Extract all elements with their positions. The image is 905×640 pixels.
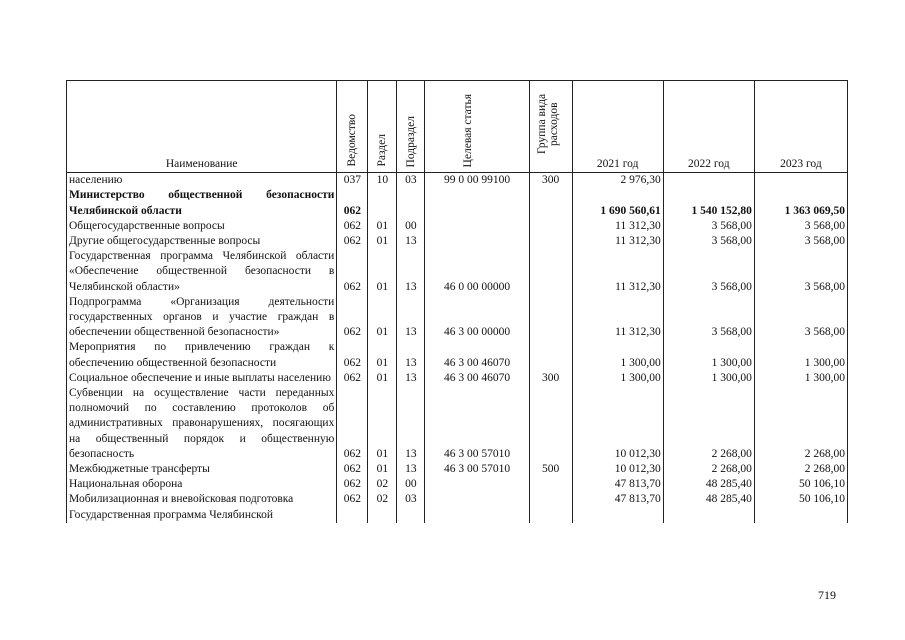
row-value-2023: 1 300,00 — [754, 340, 847, 370]
row-value-2022: 1 540 152,80 — [663, 188, 754, 218]
row-vedomstvo: 062 — [337, 477, 368, 492]
row-name: Другие общегосударственные вопросы — [67, 234, 337, 249]
row-podrazdel: 13 — [397, 371, 425, 386]
row-value-2021: 1 690 560,61 — [572, 188, 663, 218]
table-row — [67, 492, 848, 507]
row-podrazdel: 13 — [397, 386, 425, 462]
table-body — [67, 173, 848, 523]
row-vedomstvo: 062 — [337, 340, 368, 370]
row-value-2022: 2 268,00 — [663, 386, 754, 462]
row-razdel: 01 — [368, 249, 397, 295]
row-celevaya — [425, 188, 529, 218]
table-row — [67, 219, 848, 234]
row-razdel: 01 — [368, 295, 397, 341]
row-value-2021: 1 300,00 — [572, 340, 663, 370]
row-value-2023: 3 568,00 — [754, 234, 847, 249]
row-gruppa — [529, 295, 572, 341]
row-value-2023: 50 106,10 — [754, 477, 847, 492]
table-row — [67, 462, 848, 477]
header-vedomstvo: Ведомство — [337, 81, 368, 173]
row-gruppa: 300 — [529, 173, 572, 189]
row-value-2023 — [754, 508, 847, 523]
row-vedomstvo: 062 — [337, 492, 368, 507]
row-celevaya — [425, 508, 529, 523]
row-podrazdel: 00 — [397, 219, 425, 234]
row-value-2022: 3 568,00 — [663, 234, 754, 249]
row-vedomstvo: 062 — [337, 386, 368, 462]
row-gruppa — [529, 508, 572, 523]
row-razdel: 01 — [368, 371, 397, 386]
header-2023: 2023 год — [754, 81, 847, 173]
row-value-2023: 1 300,00 — [754, 371, 847, 386]
row-razdel: 01 — [368, 234, 397, 249]
row-value-2022: 48 285,40 — [663, 477, 754, 492]
table-row — [67, 340, 848, 370]
row-name: Субвенции на осуществление части переданных полномочий по составлению протоколов об административных правонарушениях, посягающих на общественный порядок и общественную безопасность — [67, 386, 337, 462]
row-name: Государственная программа Челябинской области «Обеспечение общественной безопасности в Челябинской области» — [67, 249, 337, 295]
row-value-2022: 2 268,00 — [663, 462, 754, 477]
row-podrazdel: 13 — [397, 295, 425, 341]
row-celevaya — [425, 234, 529, 249]
page-number: 719 — [818, 588, 836, 602]
row-gruppa — [529, 477, 572, 492]
table-row — [67, 188, 848, 218]
row-value-2023 — [754, 173, 847, 189]
row-name: Мобилизационная и вневойсковая подготовка — [67, 492, 337, 507]
row-value-2021: 2 976,30 — [572, 173, 663, 189]
row-gruppa: 500 — [529, 462, 572, 477]
row-value-2023: 3 568,00 — [754, 249, 847, 295]
header-gruppa: Группа вида расходов — [529, 81, 572, 173]
table-row — [67, 249, 848, 295]
row-celevaya: 46 3 00 46070 — [425, 340, 529, 370]
row-gruppa — [529, 234, 572, 249]
table-row — [67, 173, 848, 189]
row-value-2021: 11 312,30 — [572, 249, 663, 295]
row-razdel: 01 — [368, 462, 397, 477]
row-podrazdel: 03 — [397, 492, 425, 507]
row-value-2021: 47 813,70 — [572, 477, 663, 492]
row-value-2021: 47 813,70 — [572, 492, 663, 507]
row-vedomstvo — [337, 508, 368, 523]
row-name: Министерство общественной безопасности Челябинской области — [67, 188, 337, 218]
row-celevaya: 46 3 00 57010 — [425, 462, 529, 477]
row-celevaya: 46 0 00 00000 — [425, 249, 529, 295]
row-vedomstvo: 062 — [337, 188, 368, 218]
row-value-2022: 3 568,00 — [663, 249, 754, 295]
row-value-2023: 1 363 069,50 — [754, 188, 847, 218]
row-celevaya — [425, 477, 529, 492]
row-gruppa — [529, 219, 572, 234]
row-razdel — [368, 188, 397, 218]
row-razdel: 02 — [368, 492, 397, 507]
row-gruppa — [529, 188, 572, 218]
row-value-2022: 3 568,00 — [663, 295, 754, 341]
row-podrazdel: 13 — [397, 234, 425, 249]
row-value-2023: 50 106,10 — [754, 492, 847, 507]
row-celevaya: 46 3 00 00000 — [425, 295, 529, 341]
row-celevaya: 99 0 00 99100 — [425, 173, 529, 189]
row-gruppa — [529, 386, 572, 462]
row-vedomstvo: 062 — [337, 234, 368, 249]
row-gruppa — [529, 249, 572, 295]
row-name: Подпрограмма «Организация деятельности государственных органов и участие граждан в обеспечении общественной безопасности» — [67, 295, 337, 341]
row-name: Общегосударственные вопросы — [67, 219, 337, 234]
row-vedomstvo: 062 — [337, 249, 368, 295]
row-podrazdel — [397, 188, 425, 218]
row-razdel: 02 — [368, 477, 397, 492]
row-value-2023: 2 268,00 — [754, 386, 847, 462]
row-value-2023: 3 568,00 — [754, 219, 847, 234]
row-value-2021: 11 312,30 — [572, 234, 663, 249]
budget-table — [66, 80, 848, 523]
row-gruppa — [529, 340, 572, 370]
row-value-2022 — [663, 508, 754, 523]
row-gruppa: 300 — [529, 371, 572, 386]
header-podrazdel: Подраздел — [397, 81, 425, 173]
row-value-2021: 11 312,30 — [572, 219, 663, 234]
row-gruppa — [529, 492, 572, 507]
header-celevaya: Целевая статья — [425, 81, 529, 173]
row-celevaya — [425, 492, 529, 507]
header-razdel: Раздел — [368, 81, 397, 173]
row-value-2022: 3 568,00 — [663, 219, 754, 234]
row-value-2022: 1 300,00 — [663, 371, 754, 386]
table-row — [67, 371, 848, 386]
row-value-2021: 11 312,30 — [572, 295, 663, 341]
table-header — [67, 81, 848, 173]
row-razdel: 10 — [368, 173, 397, 189]
row-value-2022: 48 285,40 — [663, 492, 754, 507]
row-podrazdel — [397, 508, 425, 523]
row-podrazdel: 13 — [397, 340, 425, 370]
row-name: Государственная программа Челябинской — [67, 508, 337, 523]
row-name: Социальное обеспечение и иные выплаты населению — [67, 371, 337, 386]
row-vedomstvo: 037 — [337, 173, 368, 189]
row-podrazdel: 03 — [397, 173, 425, 189]
table-row — [67, 386, 848, 462]
table-row — [67, 295, 848, 341]
row-vedomstvo: 062 — [337, 219, 368, 234]
row-razdel: 01 — [368, 340, 397, 370]
table-row — [67, 477, 848, 492]
row-vedomstvo: 062 — [337, 371, 368, 386]
row-name: Мероприятия по привлечению граждан к обеспечению общественной безопасности — [67, 340, 337, 370]
row-value-2022: 1 300,00 — [663, 340, 754, 370]
row-podrazdel: 13 — [397, 249, 425, 295]
row-vedomstvo: 062 — [337, 295, 368, 341]
table-row — [67, 508, 848, 523]
row-name: Национальная оборона — [67, 477, 337, 492]
row-value-2021: 10 012,30 — [572, 462, 663, 477]
row-podrazdel: 00 — [397, 477, 425, 492]
row-razdel — [368, 508, 397, 523]
header-2021: 2021 год — [572, 81, 663, 173]
row-value-2021 — [572, 508, 663, 523]
row-value-2021: 1 300,00 — [572, 371, 663, 386]
row-name: населению — [67, 173, 337, 189]
row-celevaya: 46 3 00 46070 — [425, 371, 529, 386]
row-value-2021: 10 012,30 — [572, 386, 663, 462]
row-name: Межбюджетные трансферты — [67, 462, 337, 477]
table-row — [67, 234, 848, 249]
row-value-2022 — [663, 173, 754, 189]
row-razdel: 01 — [368, 219, 397, 234]
row-celevaya: 46 3 00 57010 — [425, 386, 529, 462]
row-value-2023: 3 568,00 — [754, 295, 847, 341]
row-razdel: 01 — [368, 386, 397, 462]
row-celevaya — [425, 219, 529, 234]
row-vedomstvo: 062 — [337, 462, 368, 477]
row-value-2023: 2 268,00 — [754, 462, 847, 477]
header-2022: 2022 год — [663, 81, 754, 173]
header-name: Наименование — [67, 81, 337, 173]
row-podrazdel: 13 — [397, 462, 425, 477]
